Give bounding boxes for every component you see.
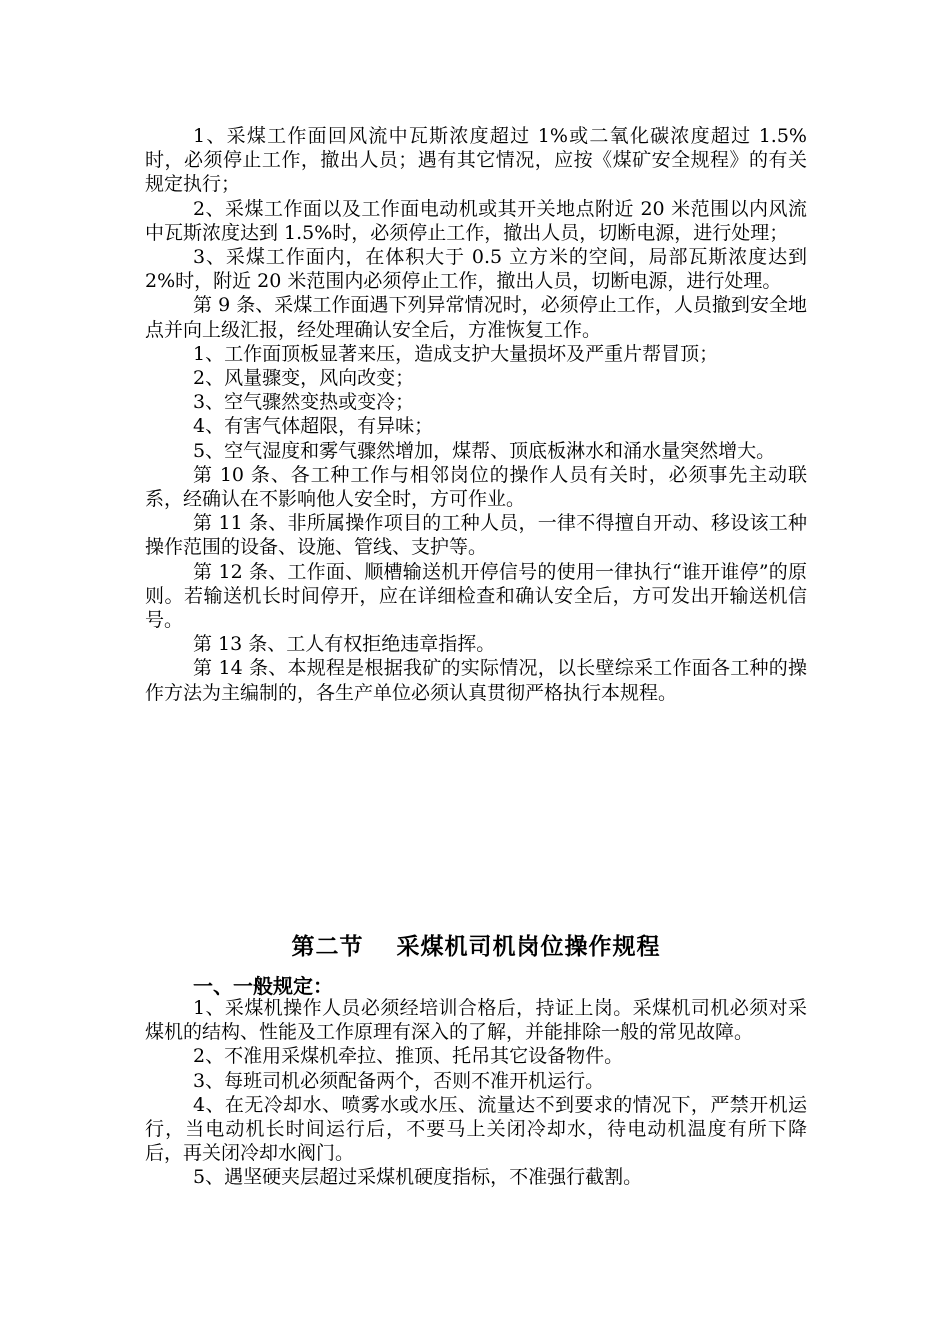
paragraph: 第 10 条、各工种工作与相邻岗位的操作人员有关时，必须事先主动联系，经确认在不影响他人安全时，方可作业。 [145,463,807,511]
top-text-block [145,124,807,705]
paragraph: 3、空气骤然变热或变冷； [193,391,415,414]
paragraph: 4、有害气体超限，有异味； [193,415,434,438]
paragraph: 1、采煤工作面回风流中瓦斯浓度超过 1%或二氧化碳浓度超过 1.5%时，必须停止工作，撤出人员；遇有其它情况，应按《煤矿安全规程》的有关规定执行； [145,125,807,196]
paragraph: 第 13 条、工人有权拒绝违章指挥。 [193,633,496,656]
paragraph: 1、工作面顶板显著来压，造成支护大量损坏及严重片帮冒顶； [193,342,719,365]
paragraph: 第 12 条、工作面、顺槽输送机开停信号的使用一律执行“谁开谁停”的原则。若输送机长时间停开，应在详细检查和确认安全后，方可发出开输送机信号。 [145,560,807,632]
paragraph: 1、采煤机操作人员必须经培训合格后，持证上岗。采煤机司机必须对采煤机的结构、性能及工作原理有深入的了解，并能排除一般的常见故障。 [145,997,807,1044]
paragraph: 2、不准用采煤机牵拉、推顶、托吊其它设备物件。 [193,1045,624,1068]
paragraph: 5、空气湿度和雾气骤然增加，煤帮、顶底板淋水和涌水量突然增大。 [193,439,776,462]
section-title: 第二节 采煤机司机岗位操作规程 [291,933,661,960]
paragraph: 2、风量骤变，风向改变； [193,367,415,390]
paragraph: 第 9 条、采煤工作面遇下列异常情况时，必须停止工作，人员撤到安全地点并向上级汇报，经处理确认安全后，方准恢复工作。 [145,294,807,341]
subheading: 一、一般规定： [193,974,333,998]
paragraph: 第 14 条、本规程是根据我矿的实际情况，以长壁综采工作面各工种的操作方法为主编制的，各生产单位必须认真贯彻严格执行本规程。 [145,657,807,704]
paragraph: 2、采煤工作面以及工作面电动机或其开关地点附近 20 米范围以内风流中瓦斯浓度达到 1.5%时，必须停止工作，撤出人员，切断电源，进行处理； [145,197,807,244]
paragraph: 4、在无冷却水、喷雾水或水压、流量达不到要求的情况下，严禁开机运行，当电动机长时间运行后，不要马上关闭冷却水，待电动机温度有所下降后，再关闭冷却水阀门。 [145,1093,807,1165]
paragraph: 第 11 条、非所属操作项目的工种人员，一律不得擅自开动、移设该工种操作范围的设备、设施、管线、支护等。 [145,512,807,559]
paragraph: 3、每班司机必须配备两个，否则不准开机运行。 [193,1069,605,1092]
bottom-text-block [145,996,807,1190]
paragraph: 5、遇坚硬夹层超过采煤机硬度指标，不准强行截割。 [193,1166,643,1189]
paragraph: 3、采煤工作面内，在体积大于 0.5 立方米的空间，局部瓦斯浓度达到 2%时，附近 20 米范围内必须停止工作，撤出人员，切断电源，进行处理。 [145,246,807,293]
